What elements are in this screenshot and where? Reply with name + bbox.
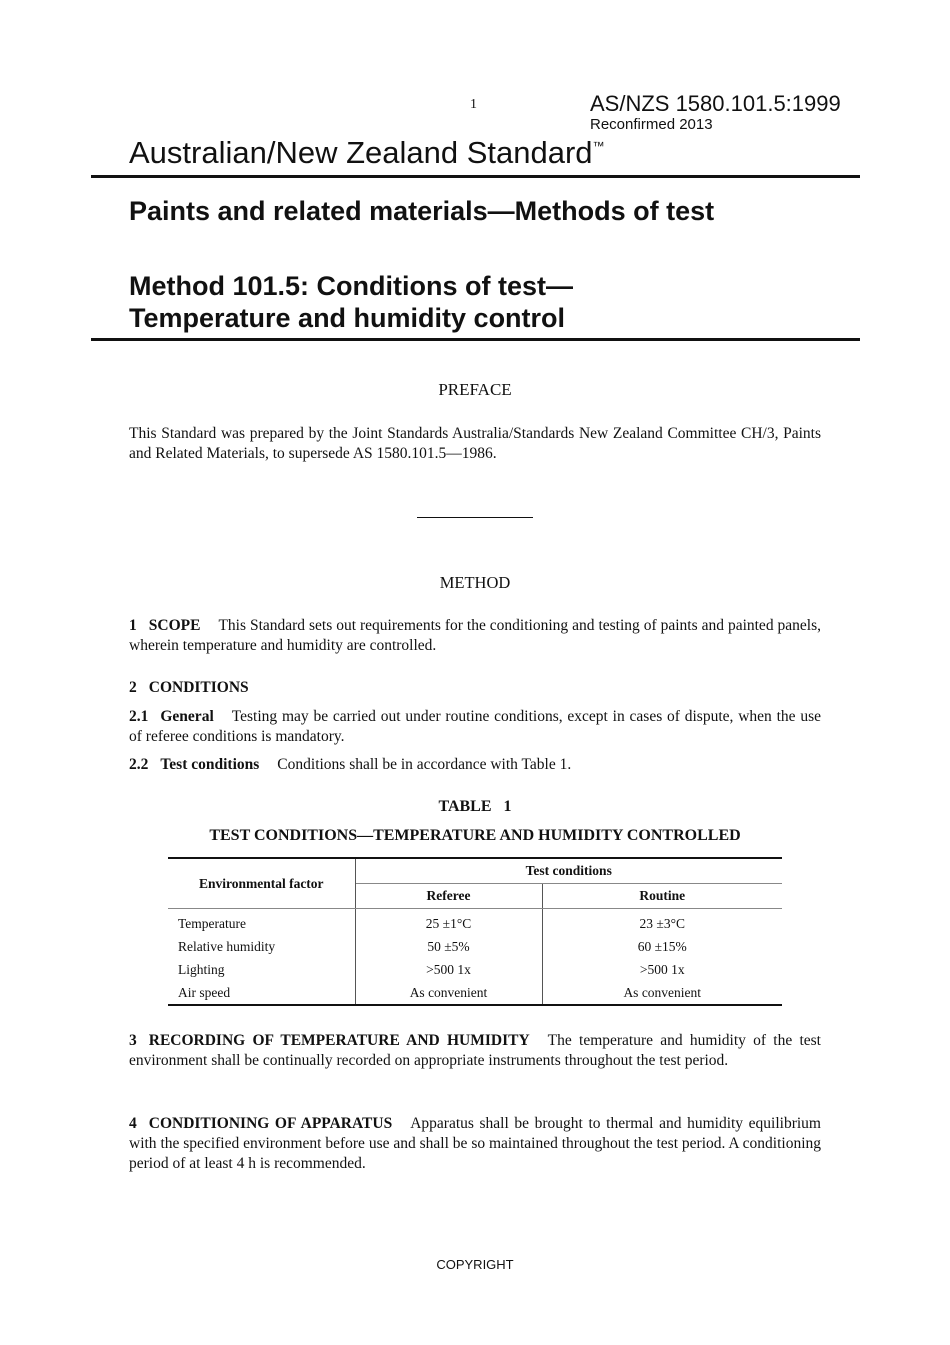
row-routine: 60 ±15% [637,938,687,954]
general-title: General [160,708,214,725]
row-factor: Temperature [168,909,355,936]
header-test-conditions: Test conditions [355,858,782,884]
preface-heading: PREFACE [438,380,512,399]
joint-standard-title [129,135,605,171]
main-title: Paints and related materials—Methods of test [129,196,715,226]
recording-title: RECORDING OF TEMPERATURE AND HUMIDITY [148,1032,530,1049]
section-separator [417,517,533,518]
method-title [129,270,573,334]
test-conditions-number: 2.2 [129,756,149,773]
title-rule-top [91,175,860,178]
header-routine: Routine [542,884,782,909]
conditioning-clause [129,1114,821,1174]
conditioning-text: Apparatus shall be brought to thermal and humidity equilibrium with the specified environment before use and shall be so maintained throughout the test period. A conditioning period of at least 4 h is recommended. [129,1115,821,1172]
recording-number: 3 [129,1032,137,1049]
conditions-title: CONDITIONS [148,679,249,696]
method-title-line-1: Method 101.5: Conditions of test— [129,271,574,301]
row-referee: 50 ±5% [355,935,542,958]
conditioning-number: 4 [129,1115,137,1132]
title-rule-bottom [91,338,860,341]
table-row [168,909,782,936]
row-referee: As convenient [355,981,542,1005]
row-routine: >500 1x [639,961,685,977]
test-conditions-clause [129,755,821,775]
standard-number: AS/NZS 1580.101.5:1999 [590,91,841,116]
conditions-number: 2 [129,679,137,696]
recording-clause [129,1031,821,1071]
table-row [168,935,782,958]
row-factor: Air speed [168,981,355,1005]
recording-text: The temperature and humidity of the test environment shall be continually recorded on appropriate instruments throughout the test period. [129,1032,821,1069]
test-conditions-title: Test conditions [160,756,260,773]
method-heading: METHOD [439,573,511,592]
test-conditions-text: Conditions shall be in accordance with Table 1. [277,756,572,773]
joint-standard-title-text: Australian/New Zealand Standard [129,135,593,170]
scope-clause [129,616,821,656]
general-text: Testing may be carried out under routine conditions, except in cases of dispute, when the use of referee conditions is mandatory. [129,708,821,745]
table-label [0,798,950,816]
row-factor: Relative humidity [168,935,355,958]
row-factor: Lighting [168,958,355,981]
row-referee: >500 1x [355,958,542,981]
general-clause [129,707,821,747]
scope-text: This Standard sets out requirements for the conditioning and testing of paints and painted panels, wherein temperature and humidity are controlled. [129,617,821,654]
table-row [168,981,782,1005]
reconfirmed-note: Reconfirmed 2013 [590,116,713,133]
conditioning-title: CONDITIONING OF APPARATUS [148,1115,393,1132]
conditions-clause [129,678,821,698]
row-routine: As convenient [623,984,702,1000]
method-title-line-2: Temperature and humidity control [129,303,566,333]
table-caption: TEST CONDITIONS—TEMPERATURE AND HUMIDITY CONTROLLED [209,827,741,844]
table-row [168,958,782,981]
scope-title: SCOPE [148,617,201,634]
row-referee: 25 ±1°C [355,909,542,936]
page-number: 1 [470,97,477,112]
scope-number: 1 [129,617,137,634]
header-referee: Referee [355,884,542,909]
row-routine: 23 ±3°C [639,915,685,931]
general-number: 2.1 [129,708,149,725]
copyright-footer: COPYRIGHT [436,1257,514,1272]
preface-text: This Standard was prepared by the Joint Standards Australia/Standards New Zealand Committee CH/3, Paints and Related Materials, to supersede AS 1580.101.5—1986. [129,425,821,462]
trademark-symbol: ™ [592,139,605,153]
header-environmental-factor: Environmental factor [168,858,355,909]
test-conditions-table [168,857,782,1006]
table-label-text: TABLE 1 [438,798,512,815]
